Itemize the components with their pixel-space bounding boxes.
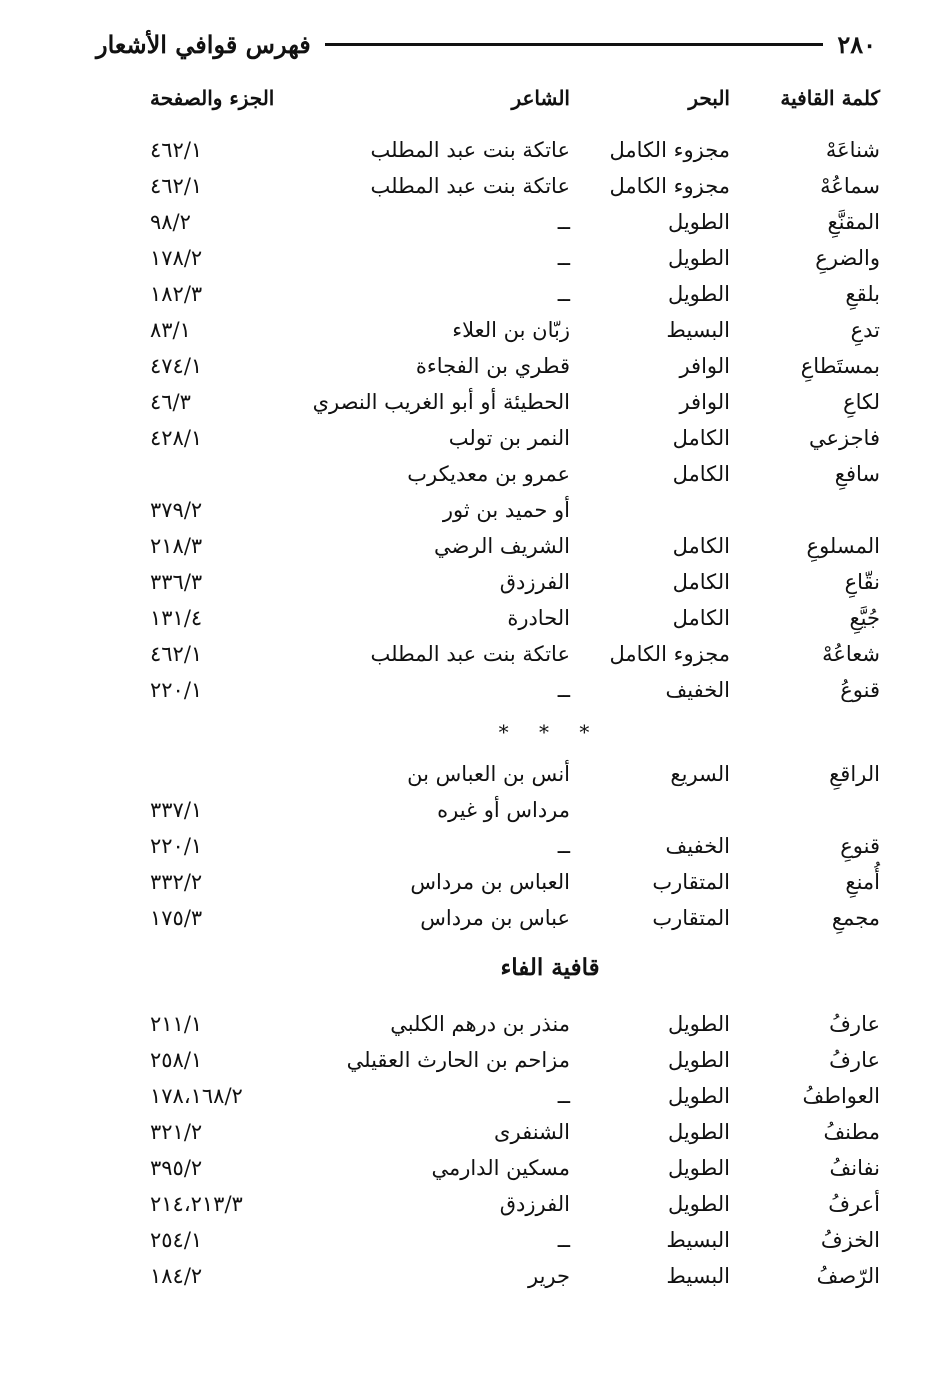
rhyme-cell: سماعُهْ [820, 174, 880, 198]
rhyme-cell: عارفُ [829, 1012, 880, 1036]
table-row [150, 492, 880, 528]
meter-cell: الوافر [679, 354, 730, 378]
table-row [150, 348, 880, 384]
ref-cell: ٤٢٨/١ [150, 426, 203, 450]
meter-cell: الطويل [667, 282, 730, 306]
page-number: ٢٨٠ [837, 29, 876, 59]
meter-cell: الطويل [667, 210, 730, 234]
table-row [150, 1078, 880, 1114]
rhyme-cell: لكاعِ [843, 390, 880, 414]
table-row [150, 528, 880, 564]
table-row [150, 792, 880, 828]
meter-cell: الطويل [667, 1156, 730, 1180]
poet-cell: ــ [557, 282, 570, 306]
poet-cell: الشريف الرضي [434, 534, 570, 558]
section-separator: * * * [498, 720, 602, 744]
table-row [150, 1006, 880, 1042]
meter-cell: الكامل [672, 534, 730, 558]
rhyme-cell: شعاعُهْ [822, 642, 880, 666]
ref-cell: ٣٢١/٢ [150, 1120, 203, 1144]
meter-cell: الطويل [667, 1048, 730, 1072]
rhyme-cell: والضرعِ [815, 246, 880, 270]
ref-cell: ٢٢٠/١ [150, 834, 203, 858]
meter-cell: الطويل [667, 1192, 730, 1216]
meter-cell: الوافر [679, 390, 730, 414]
meter-cell: الكامل [672, 606, 730, 630]
table-row [150, 240, 880, 276]
poet-cell: ــ [557, 678, 570, 702]
rhyme-cell: بمستَطاعِ [800, 354, 880, 378]
meter-cell: مجزوء الكامل [609, 174, 730, 198]
table-row [150, 828, 880, 864]
rhyme-cell: مطنفُ [823, 1120, 880, 1144]
table-row [150, 420, 880, 456]
ref-cell: ٤٦٢/١ [150, 642, 203, 666]
rhyme-cell: الراقعِ [829, 762, 880, 786]
poet-cell: عاتكة بنت عبد المطلب [370, 642, 570, 666]
ref-cell: ١٧٥/٣ [150, 906, 203, 930]
table-row [150, 636, 880, 672]
ref-cell: ٣٣٦/٣ [150, 570, 203, 594]
ref-cell: ١٧٨،١٦٨/٢ [150, 1084, 243, 1108]
column-header-rhyme: كلمة القافية [780, 86, 880, 110]
ref-cell: ٢١٨/٣ [150, 534, 203, 558]
rhyme-group-faa [150, 1006, 880, 1294]
meter-cell: البسيط [666, 318, 730, 342]
ref-cell: ٩٨/٢ [150, 210, 191, 234]
meter-cell: المتقارب [652, 870, 730, 894]
ref-cell: ١٣١/٤ [150, 606, 203, 630]
column-header-poet: الشاعر [511, 86, 570, 110]
poet-cell: النمر بن تولب [448, 426, 570, 450]
table-row [150, 564, 880, 600]
rhyme-cell: العواطفُ [802, 1084, 880, 1108]
rhyme-cell: سافعِ [834, 462, 880, 486]
ref-cell: ٣٧٩/٢ [150, 498, 203, 522]
poet-cell: الحطيئة أو أبو الغريب النصري [312, 390, 570, 414]
ref-cell: ٢٥٤/١ [150, 1228, 203, 1252]
meter-cell: الكامل [672, 570, 730, 594]
rhyme-index-table [150, 78, 880, 1294]
rhyme-cell: الرّصفُ [816, 1264, 880, 1288]
table-row [150, 1258, 880, 1294]
poet-cell: العباس بن مرداس [410, 870, 570, 894]
table-row [150, 312, 880, 348]
rhyme-cell: مجمعِ [831, 906, 880, 930]
poet-cell: عاتكة بنت عبد المطلب [370, 174, 570, 198]
poet-cell: ــ [557, 210, 570, 234]
rhyme-cell: أعرفُ [828, 1192, 880, 1216]
ref-cell: ٤٧٤/١ [150, 354, 203, 378]
poet-cell: عمرو بن معديكرب [407, 462, 570, 486]
poet-cell: أو حميد بن ثور [442, 498, 570, 522]
column-header-meter: البحر [688, 86, 730, 110]
poet-cell: مزاحم بن الحارث العقيلي [346, 1048, 570, 1072]
meter-cell: مجزوء الكامل [609, 642, 730, 666]
meter-cell: الكامل [672, 462, 730, 486]
table-row [150, 384, 880, 420]
meter-cell: الخفيف [665, 834, 730, 858]
ref-cell: ١٧٨/٢ [150, 246, 203, 270]
rhyme-cell: قنوعِ [840, 834, 880, 858]
table-row [150, 1222, 880, 1258]
ref-cell: ١٨٢/٣ [150, 282, 203, 306]
ref-cell: ٢١١/١ [150, 1012, 203, 1036]
meter-cell: المتقارب [652, 906, 730, 930]
meter-cell: الخفيف [665, 678, 730, 702]
rhyme-cell: نفانفُ [829, 1156, 880, 1180]
poet-cell: مسكين الدارمي [431, 1156, 570, 1180]
poet-cell: الشنفرى [494, 1120, 570, 1144]
meter-cell: الطويل [667, 1120, 730, 1144]
poet-cell: الفرزدق [499, 1192, 570, 1216]
rhyme-cell: المسلوعِ [806, 534, 880, 558]
table-row [150, 1150, 880, 1186]
ref-cell: ٤٦/٣ [150, 390, 191, 414]
table-row [150, 600, 880, 636]
poet-cell: ــ [557, 1084, 570, 1108]
header-rule [325, 43, 824, 46]
rhyme-cell: شناعَهْ [825, 138, 880, 162]
meter-cell: البسيط [666, 1264, 730, 1288]
running-title: فهرس قوافي الأشعار [96, 29, 311, 59]
table-row [150, 456, 880, 492]
poet-cell: أنس بن العباس بن [407, 762, 570, 786]
table-row [150, 900, 880, 936]
poet-cell: قطري بن الفجاءة [415, 354, 570, 378]
poet-cell: ــ [557, 1228, 570, 1252]
ref-cell: ٢١٤،٢١٣/٣ [150, 1192, 243, 1216]
meter-cell: الطويل [667, 1012, 730, 1036]
ref-cell: ١٨٤/٢ [150, 1264, 203, 1288]
rhyme-cell: بلقعِ [845, 282, 880, 306]
table-row [150, 672, 880, 708]
meter-cell: الطويل [667, 246, 730, 270]
table-row [150, 1042, 880, 1078]
poet-cell: زبّان بن العلاء [452, 318, 570, 342]
table-row [150, 204, 880, 240]
meter-cell: الكامل [672, 426, 730, 450]
rhyme-cell: قنوعُ [840, 678, 880, 702]
ref-cell: ٢٢٠/١ [150, 678, 203, 702]
poet-cell: الحادرة [507, 606, 570, 630]
poet-cell: عباس بن مرداس [420, 906, 570, 930]
table-row [150, 132, 880, 168]
ref-cell: ٤٦٢/١ [150, 138, 203, 162]
running-header [96, 24, 876, 64]
poet-cell: منذر بن درهم الكلبي [390, 1012, 570, 1036]
rhyme-group-ayn-kasra [150, 756, 880, 936]
ref-cell: ٢٥٨/١ [150, 1048, 203, 1072]
table-row [150, 168, 880, 204]
meter-cell: الطويل [667, 1084, 730, 1108]
table-row [150, 1186, 880, 1222]
meter-cell: السريع [670, 762, 730, 786]
rhyme-cell: تدعِ [850, 318, 880, 342]
column-header-ref: الجزء والصفحة [150, 86, 275, 110]
poet-cell: عاتكة بنت عبد المطلب [370, 138, 570, 162]
ref-cell: ٤٦٢/١ [150, 174, 203, 198]
rhyme-cell: أُمنعِ [845, 870, 880, 894]
table-row [150, 756, 880, 792]
table-header-row [150, 78, 880, 118]
meter-cell: مجزوء الكامل [609, 138, 730, 162]
table-row [150, 1114, 880, 1150]
poet-cell: ــ [557, 834, 570, 858]
poet-cell: الفرزدق [499, 570, 570, 594]
rhyme-cell: المقنَّعِ [827, 210, 880, 234]
rhyme-cell: نقّاعِ [844, 570, 880, 594]
rhyme-cell: جُيَّعِ [849, 606, 880, 630]
poet-cell: مرداس أو غيره [437, 798, 570, 822]
ref-cell: ٨٣/١ [150, 318, 191, 342]
rhyme-cell: عارفُ [829, 1048, 880, 1072]
meter-cell: البسيط [666, 1228, 730, 1252]
ref-cell: ٣٣٧/١ [150, 798, 203, 822]
poet-cell: جرير [528, 1264, 570, 1288]
rhyme-group-ayn [150, 132, 880, 708]
poet-cell: ــ [557, 246, 570, 270]
rhyme-cell: الخزفُ [820, 1228, 880, 1252]
table-row [150, 864, 880, 900]
rhyme-cell: فاجزعي [808, 426, 880, 450]
table-row [150, 276, 880, 312]
ref-cell: ٣٣٢/٢ [150, 870, 203, 894]
ref-cell: ٣٩٥/٢ [150, 1156, 203, 1180]
section-heading-faa: قافية الفاء [500, 953, 600, 981]
